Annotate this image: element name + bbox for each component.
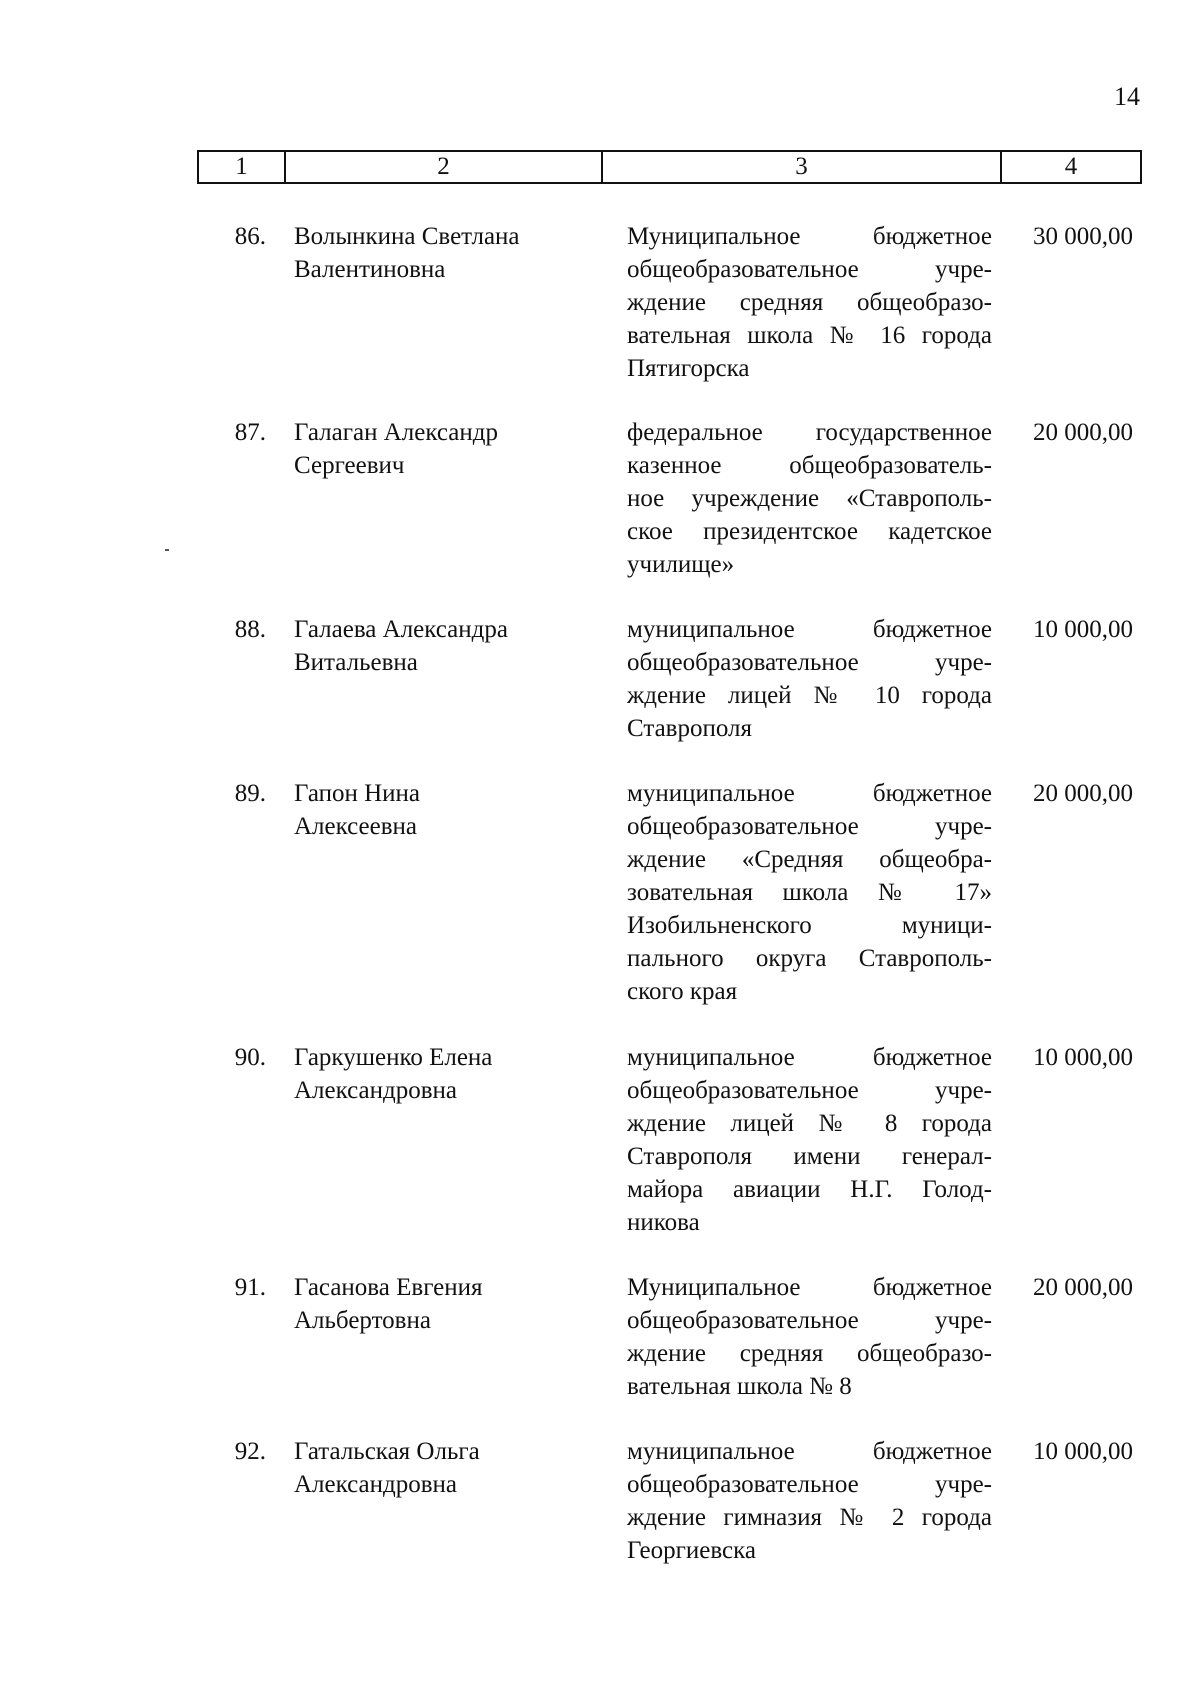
person-name-line: Сергеевич bbox=[294, 452, 405, 479]
organization-line: ждение лицей № 8 города bbox=[627, 1110, 992, 1137]
person-name-line: Гасанова Евгения bbox=[294, 1274, 483, 1301]
organization bbox=[627, 613, 992, 745]
person-name-line: Алексеевна bbox=[294, 813, 418, 840]
organization-line: Изобильненского муници- bbox=[627, 912, 992, 939]
person-name-line: Валентиновна bbox=[294, 256, 446, 283]
column-header-row bbox=[197, 150, 1142, 184]
row-number: 86. bbox=[234, 223, 266, 250]
organization-line: ждение лицей № 10 города bbox=[627, 682, 992, 709]
organization-line: никова bbox=[627, 1209, 700, 1236]
person-name-line: Гатальская Ольга bbox=[294, 1438, 480, 1465]
organization-line: вательная школа № 8 bbox=[627, 1373, 852, 1400]
row-number: 92. bbox=[234, 1438, 266, 1465]
row-number: 90. bbox=[234, 1044, 266, 1071]
person-name-line: Гаркушенко Елена bbox=[294, 1044, 493, 1071]
person-name-line: Александровна bbox=[294, 1471, 458, 1498]
organization-line: ное учреждение «Ставрополь- bbox=[627, 485, 992, 512]
column-header-4: 4 bbox=[1064, 153, 1078, 180]
organization-line: общеобразовательное учре- bbox=[627, 256, 992, 283]
organization-line: ское президентское кадетское bbox=[627, 518, 992, 545]
row-number: 89. bbox=[234, 780, 266, 807]
organization-line: Муниципальное бюджетное bbox=[627, 1274, 992, 1301]
organization-line: ждение средняя общеобразо- bbox=[627, 1340, 992, 1367]
amount: 10 000,00 bbox=[1033, 616, 1133, 643]
person-name-line: Волынкина Светлана bbox=[294, 223, 520, 250]
person-name-line: Галаева Александра bbox=[294, 616, 508, 643]
organization-line: общеобразовательное учре- bbox=[627, 1471, 992, 1498]
row-number: 88. bbox=[234, 616, 266, 643]
organization-line: зовательная школа № 17» bbox=[627, 879, 992, 906]
organization-line: пального округа Ставрополь- bbox=[627, 945, 992, 972]
organization bbox=[627, 220, 992, 385]
amount: 10 000,00 bbox=[1033, 1438, 1133, 1465]
organization bbox=[627, 777, 992, 1008]
column-header-3: 3 bbox=[603, 152, 1002, 182]
stray-mark bbox=[165, 549, 169, 551]
person-name-line: Гапон Нина bbox=[294, 780, 421, 807]
organization-line: общеобразовательное учре- bbox=[627, 813, 992, 840]
organization-line: казенное общеобразователь- bbox=[627, 452, 992, 479]
person-name-line: Витальевна bbox=[294, 649, 418, 676]
organization bbox=[627, 1435, 992, 1567]
column-header-1: 1 bbox=[199, 152, 286, 182]
row-number: 91. bbox=[234, 1274, 266, 1301]
amount: 20 000,00 bbox=[1033, 1274, 1133, 1301]
organization-line: Ставрополя bbox=[627, 715, 752, 742]
organization-line: муниципальное бюджетное bbox=[627, 1044, 992, 1071]
organization-line: Георгиевска bbox=[627, 1537, 756, 1564]
organization-line: общеобразовательное учре- bbox=[627, 649, 992, 676]
organization-line: муниципальное бюджетное bbox=[627, 616, 992, 643]
organization-line: Муниципальное бюджетное bbox=[627, 223, 992, 250]
organization-line: общеобразовательное учре- bbox=[627, 1077, 992, 1104]
column-header-2: 2 bbox=[286, 152, 603, 182]
organization bbox=[627, 1041, 992, 1239]
organization-line: Пятигорска bbox=[627, 355, 750, 382]
organization-line: ждение гимназия № 2 города bbox=[627, 1504, 992, 1531]
organization-line: ского края bbox=[627, 978, 738, 1005]
organization-line: общеобразовательное учре- bbox=[627, 1307, 992, 1334]
amount: 20 000,00 bbox=[1033, 780, 1133, 807]
organization-line: федеральное государственное bbox=[627, 419, 992, 446]
organization bbox=[627, 416, 992, 581]
person-name-line: Галаган Александр bbox=[294, 419, 498, 446]
organization-line: училище» bbox=[627, 551, 735, 578]
amount: 30 000,00 bbox=[1033, 223, 1133, 250]
organization-line: Ставрополя имени генерал- bbox=[627, 1143, 992, 1170]
person-name bbox=[294, 416, 594, 482]
organization-line: муниципальное бюджетное bbox=[627, 1438, 992, 1465]
person-name-line: Альбертовна bbox=[294, 1307, 431, 1334]
amount: 20 000,00 bbox=[1033, 419, 1133, 446]
person-name bbox=[294, 1435, 594, 1501]
person-name bbox=[294, 777, 594, 843]
person-name bbox=[294, 1271, 594, 1337]
organization bbox=[627, 1271, 992, 1403]
organization-line: ждение средняя общеобразо- bbox=[627, 289, 992, 316]
page-number: 14 bbox=[1114, 82, 1140, 111]
organization-line: муниципальное бюджетное bbox=[627, 780, 992, 807]
row-number: 87. bbox=[234, 419, 266, 446]
organization-line: ждение «Средняя общеобра- bbox=[627, 846, 992, 873]
organization-line: майора авиации Н.Г. Голод- bbox=[627, 1176, 992, 1203]
person-name bbox=[294, 220, 594, 286]
organization-line: вательная школа № 16 города bbox=[627, 322, 992, 349]
person-name-line: Александровна bbox=[294, 1077, 458, 1104]
person-name bbox=[294, 1041, 594, 1107]
person-name bbox=[294, 613, 594, 679]
amount: 10 000,00 bbox=[1033, 1044, 1133, 1071]
